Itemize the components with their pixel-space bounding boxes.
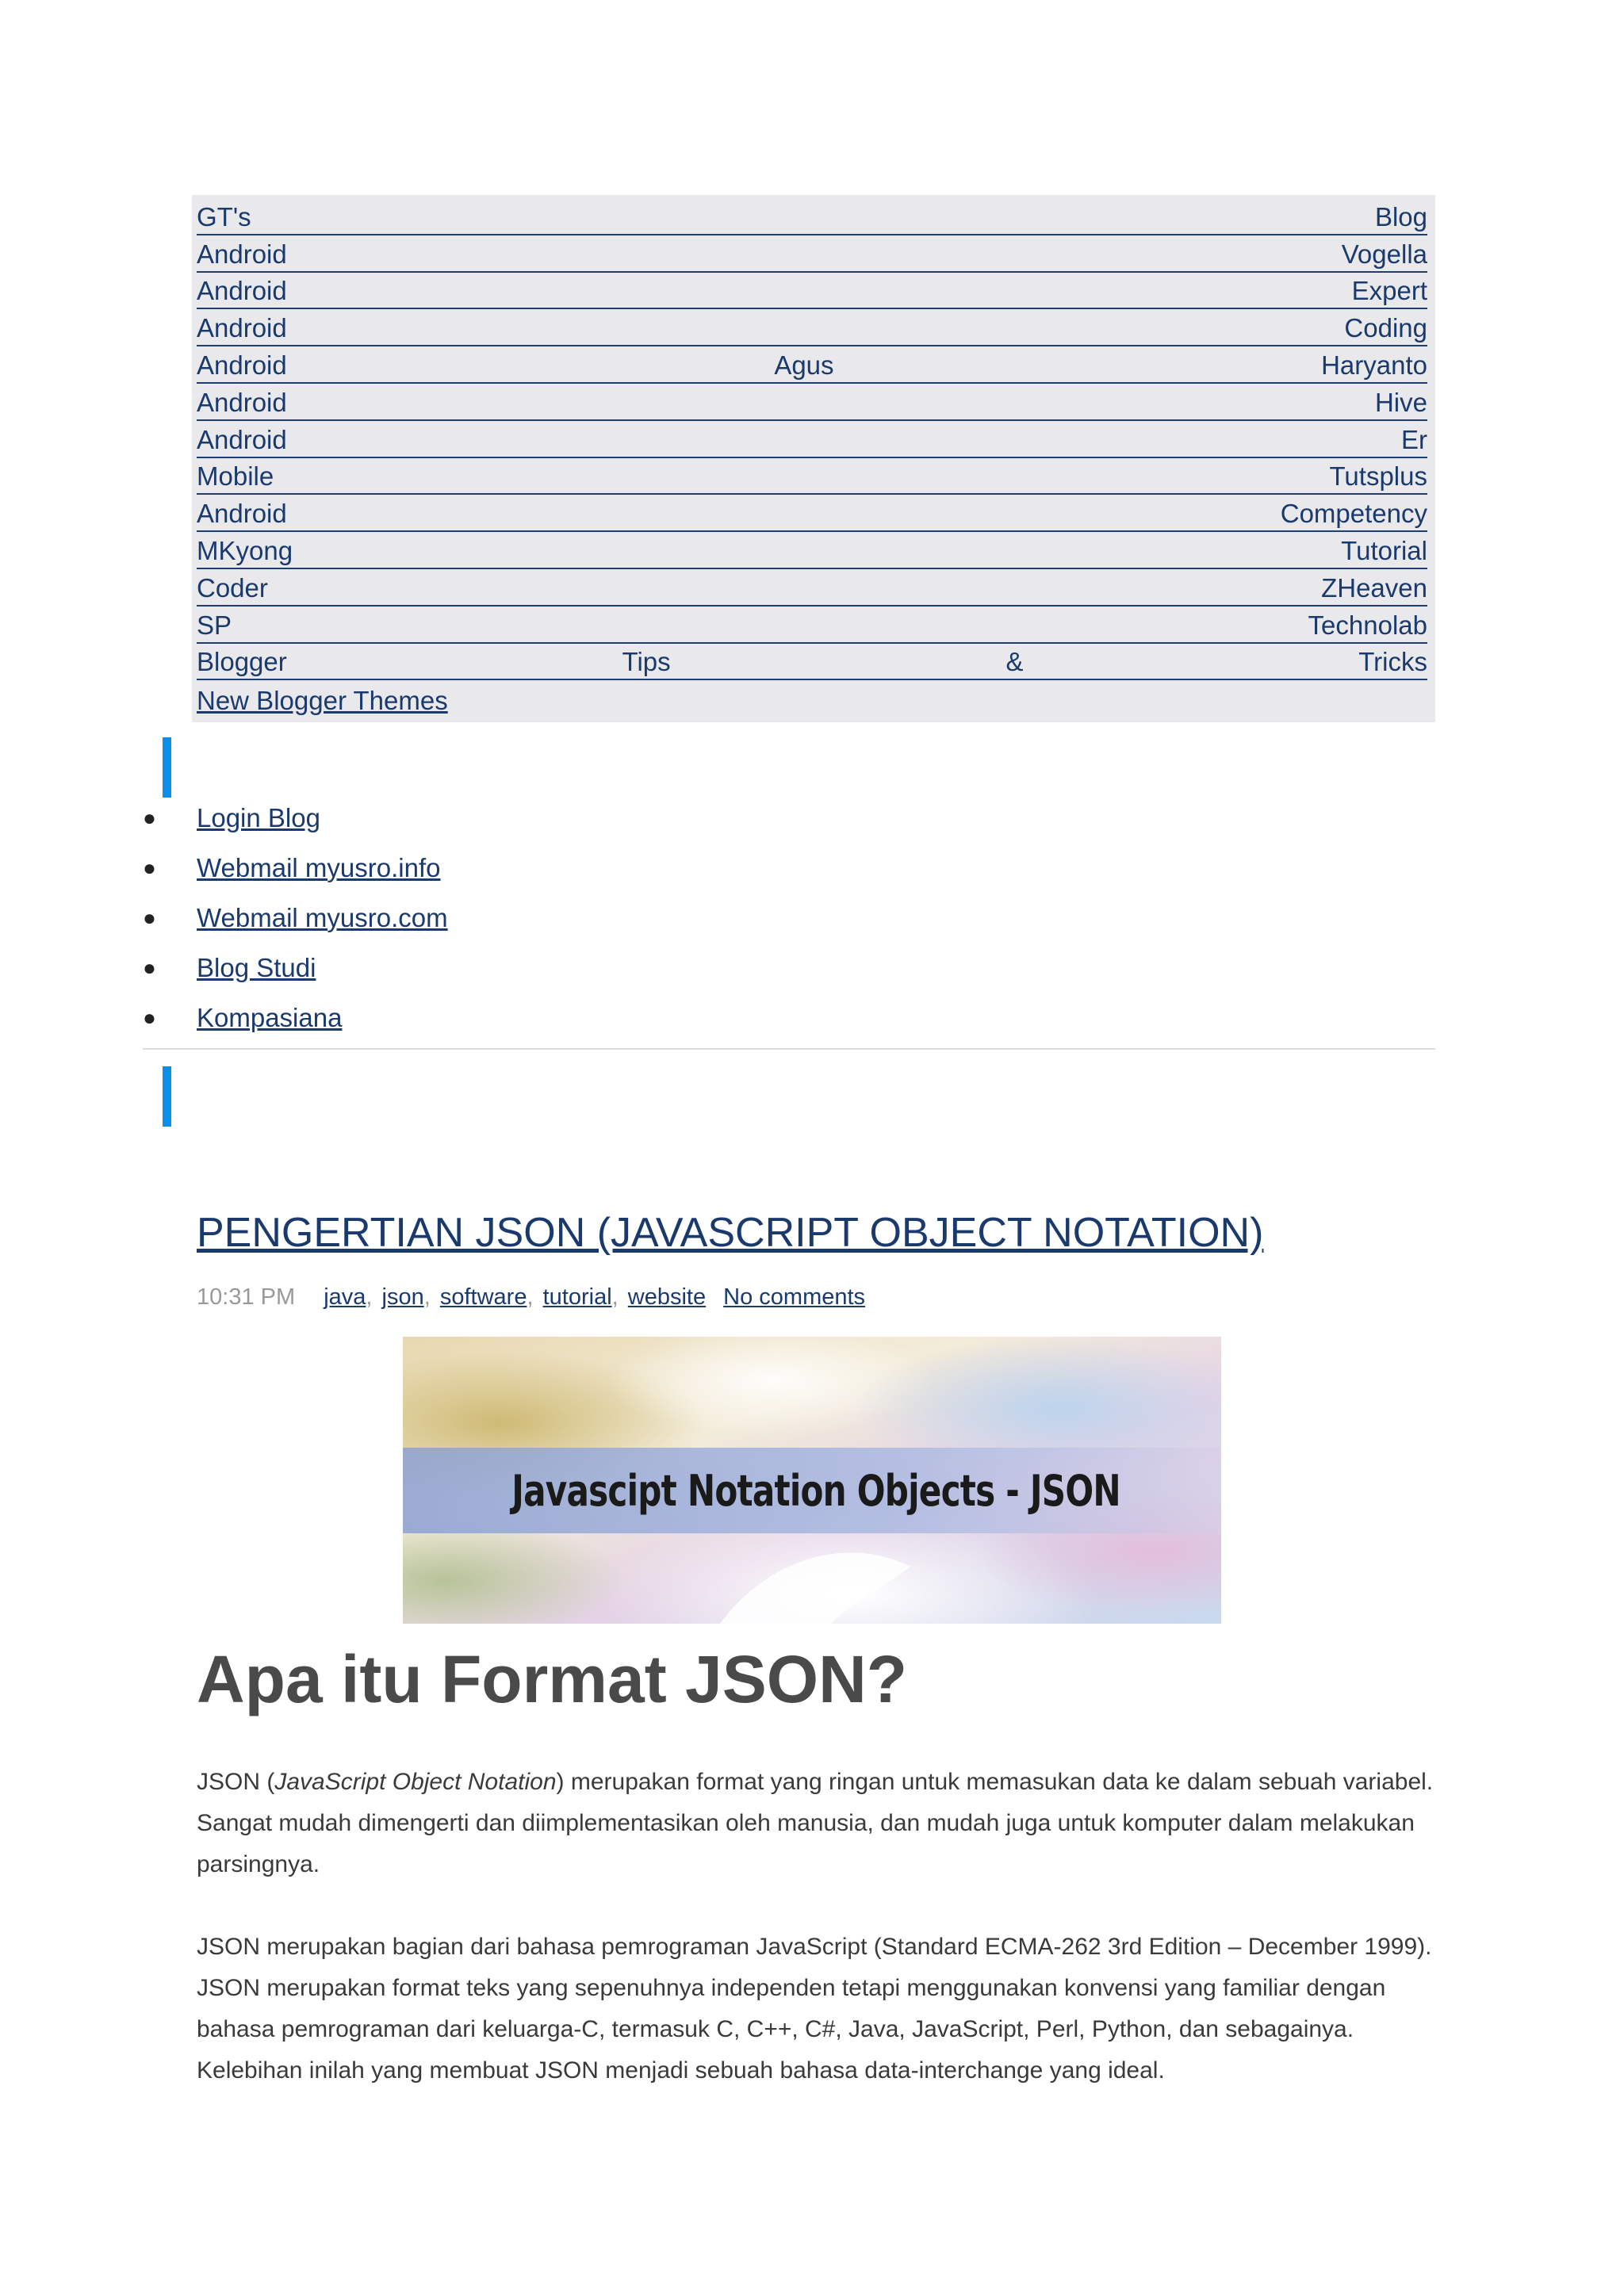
links-list xyxy=(143,793,448,1043)
blogroll-link[interactable] xyxy=(197,384,1427,421)
blogroll-word[interactable]: ZHeaven xyxy=(1321,572,1427,603)
banner-text: Javascipt Notation Objects - JSON xyxy=(511,1465,1120,1516)
blogroll-word[interactable]: Android xyxy=(197,313,287,343)
post-meta: 10:31 PM java, json, software, tutorial, website No comments xyxy=(197,1284,866,1310)
blogroll-word[interactable]: Blog xyxy=(1374,201,1427,232)
bullet-icon: ● xyxy=(143,805,156,830)
paragraph-1: JSON (JavaScript Object Notation) merupakan format yang ringan untuk memasukan data ke dalam sebuah variabel. Sangat mudah dimengerti dan diimplementasikan oleh manusia, dan mudah juga untuk komputer dalam melakukan parsingnya. xyxy=(197,1769,1434,1877)
link-login-blog[interactable]: Login Blog xyxy=(197,802,320,832)
blogroll-word[interactable]: Coding xyxy=(1344,313,1427,343)
link-webmail-com[interactable]: Webmail myusro.com xyxy=(197,902,448,932)
blogroll-word[interactable]: Tricks xyxy=(1358,647,1427,677)
blogroll-word[interactable]: Mobile xyxy=(197,461,274,492)
blogroll-word[interactable]: Technolab xyxy=(1308,610,1427,640)
blogroll-word[interactable]: Haryanto xyxy=(1321,350,1427,380)
post-banner-image xyxy=(403,1337,1221,1624)
blogroll-word[interactable]: GT's xyxy=(197,201,251,232)
label-link[interactable]: website xyxy=(627,1284,707,1310)
list-item xyxy=(143,893,448,943)
blogroll-word[interactable]: Android xyxy=(197,276,287,306)
blogroll-word[interactable]: Blogger xyxy=(197,647,287,677)
blogroll-word[interactable]: Er xyxy=(1401,424,1427,454)
blogroll-word[interactable]: Tutsplus xyxy=(1329,461,1427,492)
blogroll-word[interactable]: Hive xyxy=(1374,387,1427,417)
post-time: 10:31 PM xyxy=(197,1284,296,1310)
label-link[interactable]: tutorial xyxy=(542,1284,612,1310)
bullet-icon: ● xyxy=(143,855,156,880)
blogroll-link[interactable] xyxy=(197,198,1427,235)
list-item xyxy=(143,993,448,1043)
blogroll-word[interactable]: & xyxy=(1005,647,1024,677)
blogroll-word[interactable]: Competency xyxy=(1280,499,1427,529)
blogroll-word[interactable]: Android xyxy=(197,350,287,380)
blogroll-word[interactable]: Vogella xyxy=(1341,239,1427,269)
blogroll-word[interactable]: SP xyxy=(197,610,232,640)
post-title[interactable]: PENGERTIAN JSON (JAVASCRIPT OBJECT NOTATION) xyxy=(197,1210,1264,1256)
blogroll-word[interactable]: Coder xyxy=(197,572,268,603)
bullet-icon: ● xyxy=(143,955,156,980)
blogroll-link[interactable] xyxy=(197,273,1427,310)
blogroll-link[interactable] xyxy=(197,421,1427,458)
list-item xyxy=(143,843,448,893)
blogroll-link[interactable] xyxy=(197,607,1427,644)
blogroll-word[interactable]: Tips xyxy=(622,647,671,677)
section-accent-bar xyxy=(163,1066,171,1127)
blogroll-link[interactable] xyxy=(197,532,1427,569)
list-item xyxy=(143,793,448,843)
paragraph-2: JSON merupakan bagian dari bahasa pemrograman JavaScript (Standard ECMA-262 3rd Edition – December 1999). JSON merupakan format teks yang sepenuhnya independen tetapi menggunakan konvensi yang familiar dengan bahasa pemrograman dari keluarga-C, termasuk C, C++, C#, Java, JavaScript, Perl, Python, dan sebagainya. Kelebihan inilah yang membuat JSON menjadi sebuah bahasa data-interchange yang ideal. xyxy=(197,1934,1432,2084)
blogroll-word[interactable]: Android xyxy=(197,239,287,269)
label-link[interactable]: json xyxy=(381,1284,424,1310)
bullet-icon: ● xyxy=(143,905,156,930)
link-webmail-info[interactable]: Webmail myusro.info xyxy=(197,852,441,882)
divider xyxy=(143,1048,1435,1050)
link-blog-studi[interactable]: Blog Studi xyxy=(197,952,316,982)
link-kompasiana[interactable]: Kompasiana xyxy=(197,1002,343,1032)
blogroll-link[interactable] xyxy=(197,680,1427,718)
blogroll-word[interactable]: Agus xyxy=(774,350,834,380)
blogroll-link[interactable] xyxy=(197,309,1427,346)
blogroll-word[interactable]: Tutorial xyxy=(1341,535,1427,565)
label-link[interactable]: java xyxy=(324,1284,366,1310)
label-link[interactable]: software xyxy=(439,1284,527,1310)
blogroll-word[interactable]: New Blogger Themes xyxy=(197,686,448,716)
blogroll-link[interactable] xyxy=(197,458,1427,496)
blogroll-link[interactable] xyxy=(197,569,1427,607)
comments-link[interactable]: No comments xyxy=(723,1284,866,1310)
blogroll-word[interactable]: MKyong xyxy=(197,535,293,565)
blogroll-link[interactable] xyxy=(197,495,1427,532)
banner-strip xyxy=(403,1448,1221,1533)
blogroll-word[interactable]: Expert xyxy=(1351,276,1427,306)
blogroll-word[interactable]: Android xyxy=(197,499,287,529)
blogroll-link[interactable] xyxy=(197,235,1427,273)
blogroll-word[interactable]: Android xyxy=(197,424,287,454)
blogroll-link[interactable] xyxy=(197,644,1427,681)
blogroll-link[interactable] xyxy=(197,346,1427,384)
blogroll-word[interactable]: Android xyxy=(197,387,287,417)
blogroll xyxy=(192,195,1435,722)
section-accent-bar xyxy=(163,737,171,798)
article-heading: Apa itu Format JSON? xyxy=(197,1642,908,1716)
bullet-icon: ● xyxy=(143,1004,156,1030)
list-item xyxy=(143,943,448,993)
